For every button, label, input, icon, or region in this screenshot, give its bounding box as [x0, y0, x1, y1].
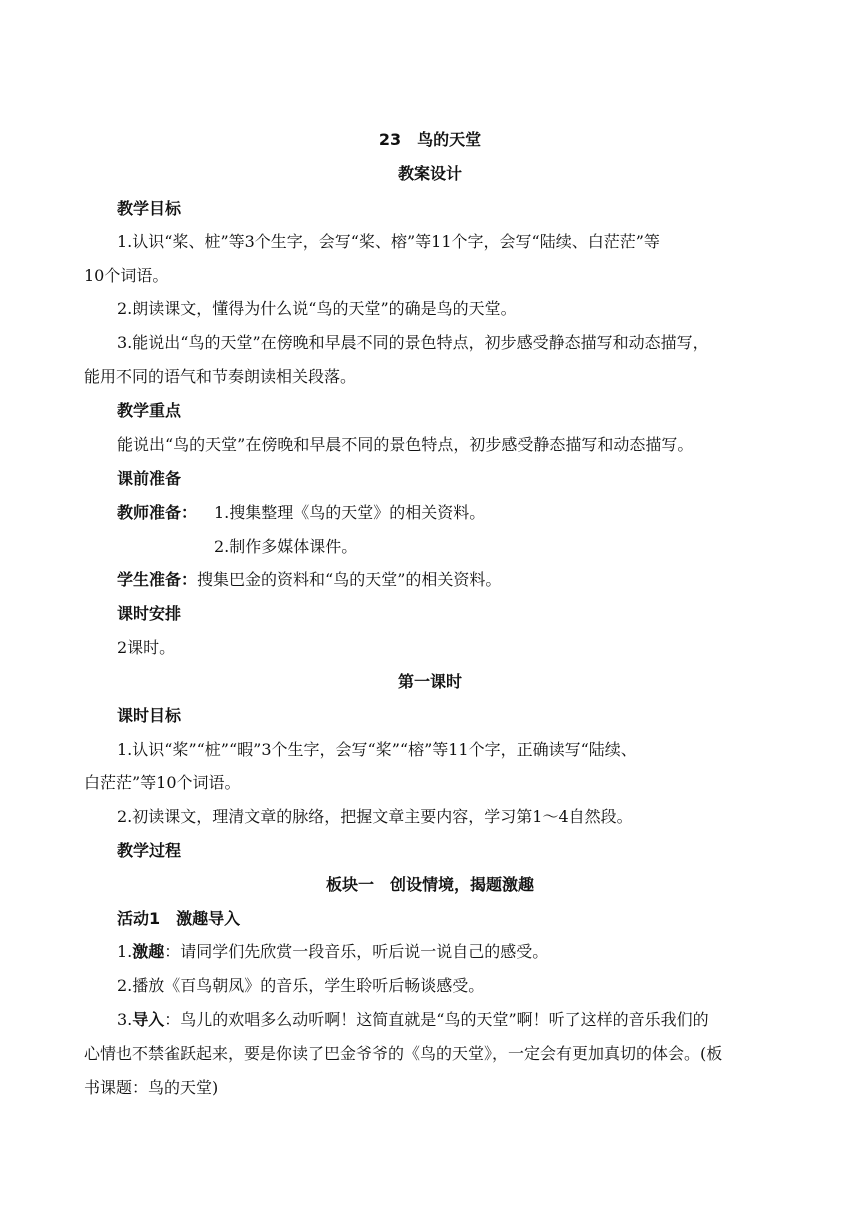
step-2: [117, 976, 484, 996]
teacher-preparation-item-1: 1.搜集整理《鸟的天堂》的相关资料。: [214, 503, 486, 522]
step-3: [117, 1010, 709, 1030]
step-3-text: ：鸟儿的欢唱多么动听啊！这简直就是“鸟的天堂”啊！听了这样的音乐我们的: [164, 1010, 709, 1029]
teacher-preparation-item-2: 2.制作多媒体课件。: [214, 537, 358, 556]
lesson1-objectives-heading: 课时目标: [117, 706, 182, 725]
objective-line-5: 能用不同的语气和节奏朗读相关段落。: [84, 367, 357, 386]
page-title: 23 鸟的天堂: [378, 130, 482, 149]
schedule-heading: 课时安排: [117, 604, 182, 623]
process-heading: 教学过程: [117, 841, 182, 860]
key-points-text: 能说出“鸟的天堂”在傍晚和早晨不同的景色特点，初步感受静态描写和动态描写。: [117, 435, 694, 454]
step-1-number: 1.: [117, 942, 133, 961]
block-title: 板块一 创设情境，揭题激趣: [325, 875, 534, 894]
objective-line-2: 10个词语。: [84, 266, 169, 285]
activity-title: 活动1 激趣导入: [117, 909, 241, 928]
objective-line-4: 3.能说出“鸟的天堂”在傍晚和早晨不同的景色特点，初步感受静态描写和动态描写，: [117, 333, 709, 352]
key-points-heading: 教学重点: [117, 401, 182, 420]
objectives-heading: 教学目标: [117, 199, 182, 218]
step-1-text: ：请同学们先欣赏一段音乐，听后说一说自己的感受。: [164, 942, 549, 961]
step-1-label: 激趣: [132, 942, 165, 961]
page-subtitle: 教案设计: [397, 164, 462, 183]
lesson1-objective-line-3: 2.初读课文，理清文章的脉络，把握文章主要内容，学习第1～4自然段。: [117, 807, 633, 826]
step-3-number: 3.: [117, 1010, 133, 1029]
objective-line-3: 2.朗读课文，懂得为什么说“鸟的天堂”的确是鸟的天堂。: [117, 299, 517, 318]
lesson1-objective-line-2: 白茫茫”等10个词语。: [84, 773, 241, 792]
step-3-label: 导入: [132, 1010, 165, 1029]
lesson1-title: 第一课时: [397, 672, 462, 691]
step-3-continuation-1: 心情也不禁雀跃起来，要是你读了巴金爷爷的《鸟的天堂》，一定会有更加真切的体会。(板: [84, 1044, 723, 1063]
step-2-number: 2.: [117, 976, 133, 995]
student-preparation-label: 学生准备：: [117, 570, 198, 589]
preparation-heading: 课前准备: [117, 469, 182, 488]
step-3-continuation-2: 书课题：鸟的天堂): [84, 1078, 219, 1097]
student-preparation: [117, 570, 501, 590]
student-preparation-text: 搜集巴金的资料和“鸟的天堂”的相关资料。: [197, 570, 502, 589]
objective-line-1: 1.认识“桨、桩”等3个生字，会写“桨、榕”等11个字，会写“陆续、白茫茫”等: [117, 232, 660, 251]
teacher-preparation: [117, 503, 197, 523]
lesson1-objective-line-1: 1.认识“桨”“桩”“暇”3个生字，会写“桨”“榕”等11个字，正确读写“陆续、: [117, 740, 637, 759]
step-1: [117, 942, 548, 962]
step-2-text: 播放《百鸟朝凤》的音乐，学生聆听后畅谈感受。: [132, 976, 485, 995]
schedule-text: 2课时。: [117, 638, 176, 657]
teacher-preparation-label: 教师准备：: [117, 503, 198, 522]
